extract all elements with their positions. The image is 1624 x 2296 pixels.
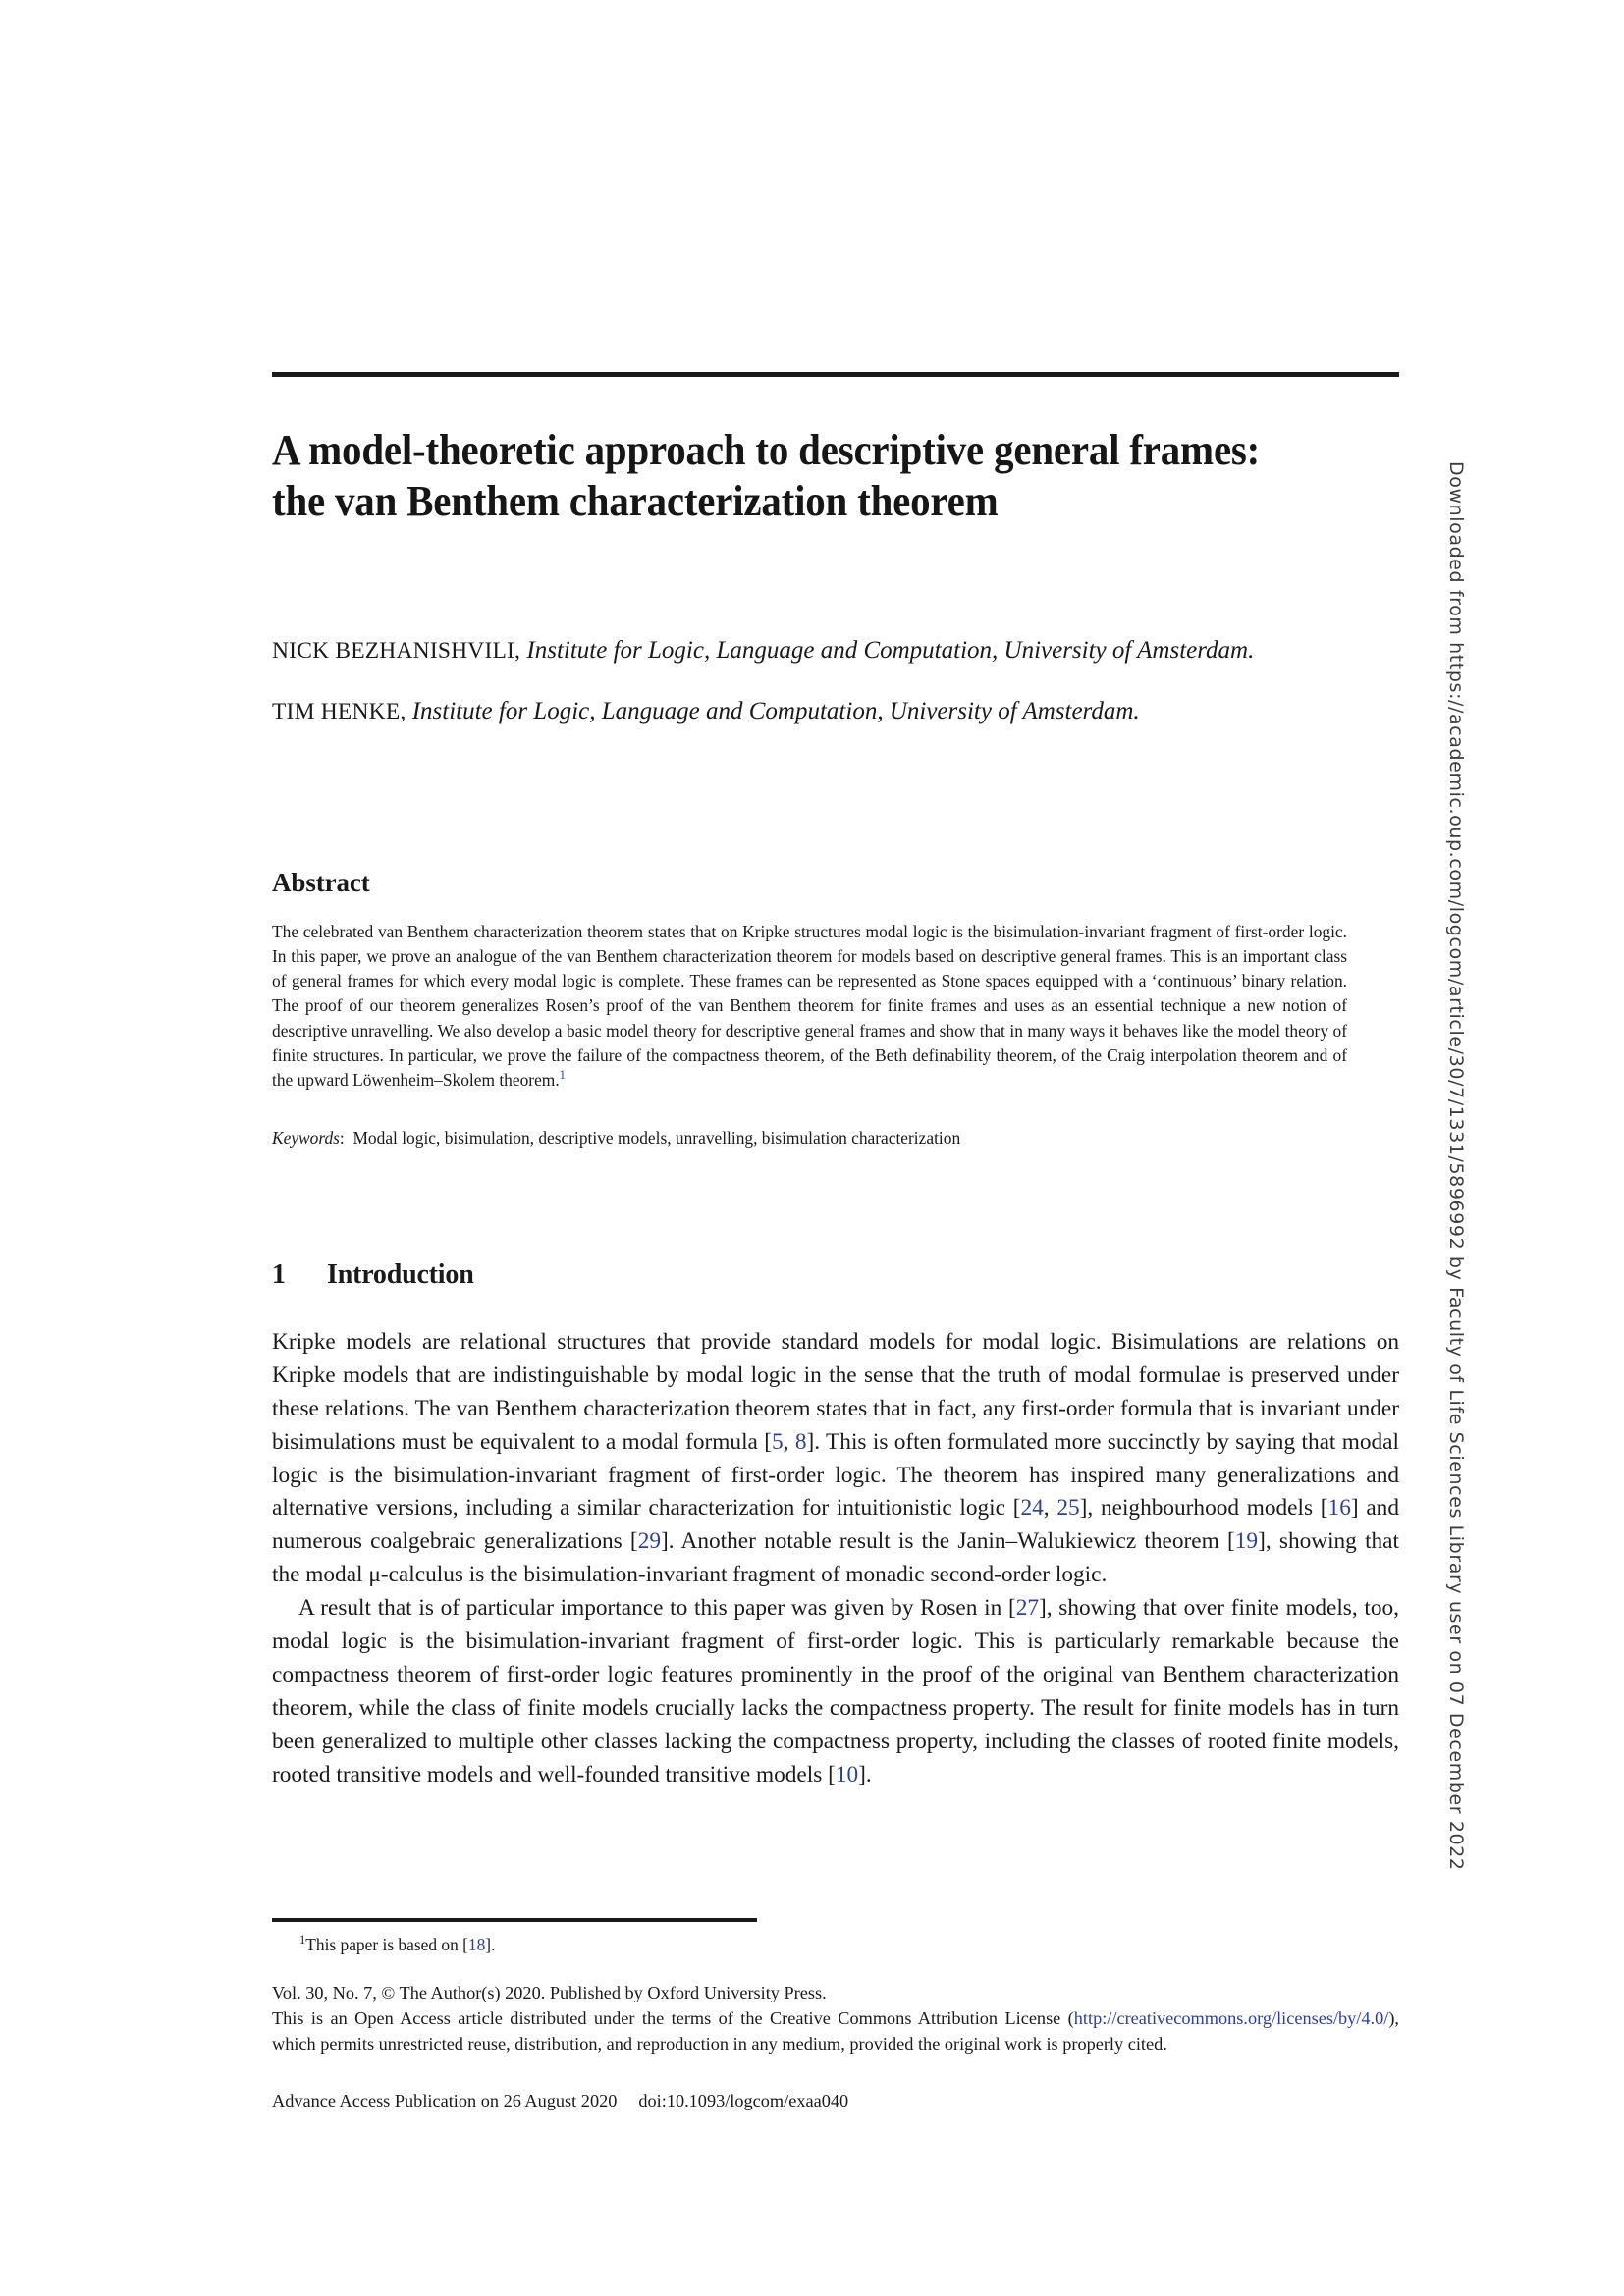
footnote-text-before: This paper is based on [ (305, 1935, 468, 1954)
body-text-run: , (783, 1428, 795, 1455)
copyright-license-paragraph (272, 2006, 1399, 2057)
citation-link[interactable]: 27 (1015, 1595, 1040, 1622)
paragraph (272, 1326, 1399, 1592)
body-text-run: ]. (858, 1761, 872, 1788)
section-number: 1 (272, 1259, 286, 1290)
abstract-text: The celebrated van Benthem characterization theorem states that on Kripke structures modal logic is the bisimulation-invariant fragment of first-order logic. In this paper, we prove an analogue of the van Benthem characterization theorem for models based on descriptive general frames. This is an important class of general frames for which every modal logic is complete. These frames can be represented as Stone spaces equipped with a ‘continuous’ binary relation. The proof of our theorem generalizes Rosen’s proof of the van Benthem theorem for finite frames and uses as an essential technique a new notion of descriptive unravelling. We also develop a basic model theory for descriptive general frames and show that in many ways it behaves like the model theory of finite structures. In particular, we prove the failure of the compactness theorem, of the Beth definability theorem, of the Craig interpolation theorem and of the upward Löwenheim–Skolem theorem. (272, 922, 1347, 1090)
body-text-run: ], neighbourhood models [ (1079, 1495, 1328, 1522)
keywords-value: Modal logic, bisimulation, descriptive models, unravelling, bisimulation characterization (352, 1127, 961, 1148)
author-name: NICK BEZHANISHVILI, (272, 638, 521, 664)
copyright-volume-line: Vol. 30, No. 7, © The Author(s) 2020. Published by Oxford University Press. (272, 1983, 827, 2002)
footnote-separator-rule (272, 1918, 757, 1922)
author-name: TIM HENKE, (272, 698, 406, 724)
page-title: A model-theoretic approach to descriptive general frames: the van Benthem characterization theorem (272, 426, 1261, 525)
author-entry (272, 694, 1342, 729)
footnote-block (272, 1933, 1399, 1956)
abstract-section (272, 868, 1347, 1149)
author-entry (272, 633, 1342, 668)
footnote-reference-icon[interactable]: 1 (559, 1068, 566, 1083)
citation-link[interactable]: 10 (835, 1761, 859, 1788)
advance-access-text: Advance Access Publication on 26 August 2020 (272, 2091, 618, 2110)
footnote-number: 1 (299, 1933, 306, 1948)
author-list (272, 633, 1342, 754)
body-text-run: ] and numerous coalgebraic generalizations [ (272, 1495, 1399, 1555)
body-text-run: ]. This is often formulated more succinctly by saying that modal logic is the bisimulation-invariant fragment of first-order logic. The theorem has inspired many generalizations and alternative versions, including a similar characterization for intuitionistic logic [ (272, 1428, 1399, 1522)
body-text-run: A result that is of particular importance to this paper was given by Rosen in [ (298, 1595, 1016, 1622)
doi-text: doi:10.1093/logcom/exaa040 (638, 2091, 849, 2110)
citation-link[interactable]: 16 (1327, 1495, 1351, 1522)
keywords-label: Keywords (272, 1127, 340, 1148)
download-stamp: Downloaded from https://academic.oup.com/logcom/article/30/7/1331/5896992 by Faculty of Life Sciences Library user on 07 December 2022 (1445, 461, 1467, 1871)
license-url-link[interactable]: http://creativecommons.org/licenses/by/4.0/ (1073, 2007, 1389, 2028)
license-text-before: This is an Open Access article distributed under the terms of the Creative Commons Attribution License ( (272, 2007, 1074, 2028)
author-affiliation: Institute for Logic, Language and Computation, University of Amsterdam. (411, 697, 1140, 724)
footnote-text-after: ]. (485, 1935, 496, 1954)
body-text-run: ], showing that the modal μ-calculus is the bisimulation-invariant fragment of monadic second-order logic. (272, 1528, 1399, 1588)
citation-link[interactable]: 5 (772, 1428, 784, 1455)
section-heading-introduction (272, 1259, 474, 1291)
body-text-run: , (1043, 1495, 1057, 1522)
body-text-run: ], showing that over finite models, too, modal logic is the bisimulation-invariant fragment of first-order logic. This is particularly remarkable because the compactness theorem of first-order logic features prominently in the proof of the original van Benthem characterization theorem, while the class of finite models crucially lacks the compactness property. The result for finite models has in turn been generalized to multiple other classes lacking the compactness property, including the classes of rooted finite models, rooted transitive models and well-founded transitive models [ (272, 1595, 1399, 1788)
citation-link[interactable]: 8 (794, 1428, 807, 1455)
body-text-run: ]. Another notable result is the Janin–Walukiewicz theorem [ (661, 1528, 1235, 1555)
abstract-heading: Abstract (272, 868, 370, 897)
title-top-rule (272, 372, 1399, 377)
section-title: Introduction (327, 1259, 474, 1290)
abstract-body (272, 920, 1347, 1093)
license-text-after: ), which permits unrestricted reuse, distribution, and reproduction in any medium, provided the original work is properly cited. (272, 2007, 1399, 2054)
citation-link[interactable]: 29 (637, 1528, 661, 1555)
author-affiliation: Institute for Logic, Language and Computation, University of Amsterdam. (526, 637, 1255, 664)
advance-access-line (272, 2089, 1399, 2114)
paragraph (272, 1592, 1399, 1791)
citation-link[interactable]: 25 (1056, 1495, 1080, 1522)
keywords-line (272, 1126, 1347, 1149)
body-text-run: Kripke models are relational structures that provide standard models for modal logic. Bisimulations are relations on Kripke models that are indistinguishable by modal logic in the sense that the truth of modal formulae is preserved under these relations. The van Benthem characterization theorem states that in fact, any first-order formula that is invariant under bisimulations must be equivalent to a modal formula [ (272, 1329, 1399, 1455)
introduction-body (272, 1326, 1399, 1791)
copyright-block (272, 1981, 1399, 2057)
citation-link[interactable]: 19 (1234, 1528, 1259, 1555)
keywords-separator: : (339, 1127, 345, 1148)
citation-link[interactable]: 24 (1020, 1495, 1044, 1522)
footnote-citation-link[interactable]: 18 (467, 1935, 486, 1954)
